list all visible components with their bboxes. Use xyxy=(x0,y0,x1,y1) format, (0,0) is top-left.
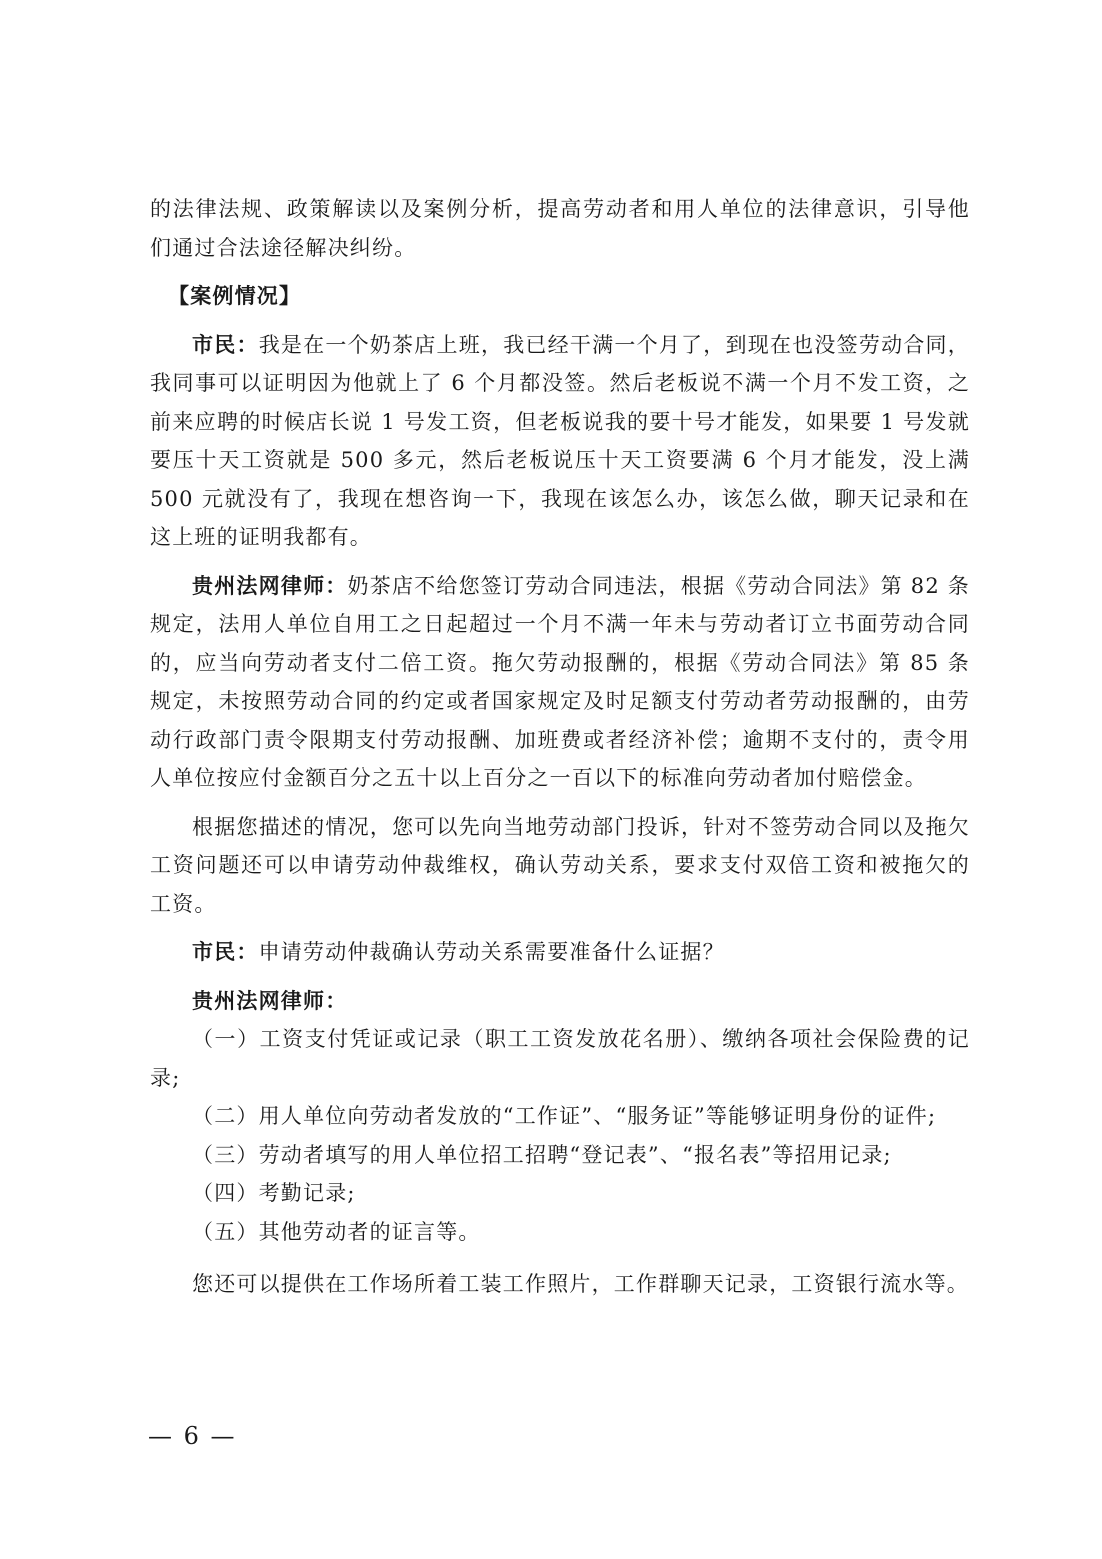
speaker-label: 贵州法网律师： xyxy=(192,987,348,1013)
closing-paragraph: 您还可以提供在工作场所着工装工作照片，工作群聊天记录，工资银行流水等。 xyxy=(192,1272,969,1296)
intro-paragraph: 的法律法规、政策解读以及案例分析，提高劳动者和用人单位的法律意识，引导他们通过合法途径解决纠纷。 xyxy=(150,197,970,260)
speaker-label: 贵州法网律师： xyxy=(192,572,348,598)
section-heading: 【案例情况】 xyxy=(168,283,302,308)
page-number: — 6 — xyxy=(148,1422,237,1450)
speaker-label: 市民： xyxy=(192,939,259,964)
document-body xyxy=(150,190,970,1304)
evidence-item-2: （二）用人单位向劳动者发放的“工作证”、“服务证”等能够证明身份的证件; xyxy=(192,1104,937,1128)
dialogue-paragraph-citizen-2 xyxy=(150,933,970,972)
dialogue-text: 申请劳动仲裁确认劳动关系需要准备什么证据？ xyxy=(258,940,725,964)
dialogue-paragraph-lawyer-1 xyxy=(150,567,970,798)
dialogue-paragraph-citizen-1 xyxy=(150,326,970,557)
dialogue-paragraph-lawyer-2 xyxy=(150,982,970,1021)
evidence-item-4: （四）考勤记录; xyxy=(192,1181,356,1205)
evidence-item-5: （五）其他劳动者的证言等。 xyxy=(192,1219,481,1244)
dialogue-text: 奶茶店不给您签订劳动合同违法，根据《劳动合同法》第 82 条规定，法用人单位自用工之日起超过一个月不满一年未与劳动者订立书面劳动合同的，应当向劳动者支付二倍工资。拖欠劳动报酬的，根据《劳动合同法》第 85 条规定，未按照劳动合同的约定或者国家规定及时足额支付劳动者劳动报酬的，由劳动行政部门责令限期支付劳动报酬、加班费或者经济补偿；逾期不支付的，责令用人单位按应付金额百分之五十以上百分之一百以下的标准向劳动者加付赔偿金。 xyxy=(150,573,970,790)
speaker-label: 市民： xyxy=(192,331,259,357)
dialogue-text: 我是在一个奶茶店上班，我已经干满一个月了，到现在也没签劳动合同，我同事可以证明因为他就上了 6 个月都没签。然后老板说不满一个月不发工资，之前来应聘的时候店长说 1 号发工资，但老板说我的要十号才能发，如果要 1 号发就要压十天工资就是 500 多元，然后老板说压十天工资要满 6 个月才能发，没上满 500 元就没有了，我现在想咨询一下，我现在该怎么办，该怎么做，聊天记录和在这上班的证明我都有。 xyxy=(150,332,970,549)
dialogue-paragraph-advice xyxy=(150,808,970,924)
evidence-item-3: （三）劳动者填写的用人单位招工招聘“登记表”、“报名表”等招用记录; xyxy=(192,1142,892,1167)
evidence-item-1: （一）工资支付凭证或记录（职工工资发放花名册）、缴纳各项社会保险费的记录; xyxy=(150,1027,970,1090)
dialogue-text: 根据您描述的情况，您可以先向当地劳动部门投诉，针对不签劳动合同以及拖欠工资问题还可以申请劳动仲裁维权，确认劳动关系，要求支付双倍工资和被拖欠的工资。 xyxy=(150,814,970,916)
